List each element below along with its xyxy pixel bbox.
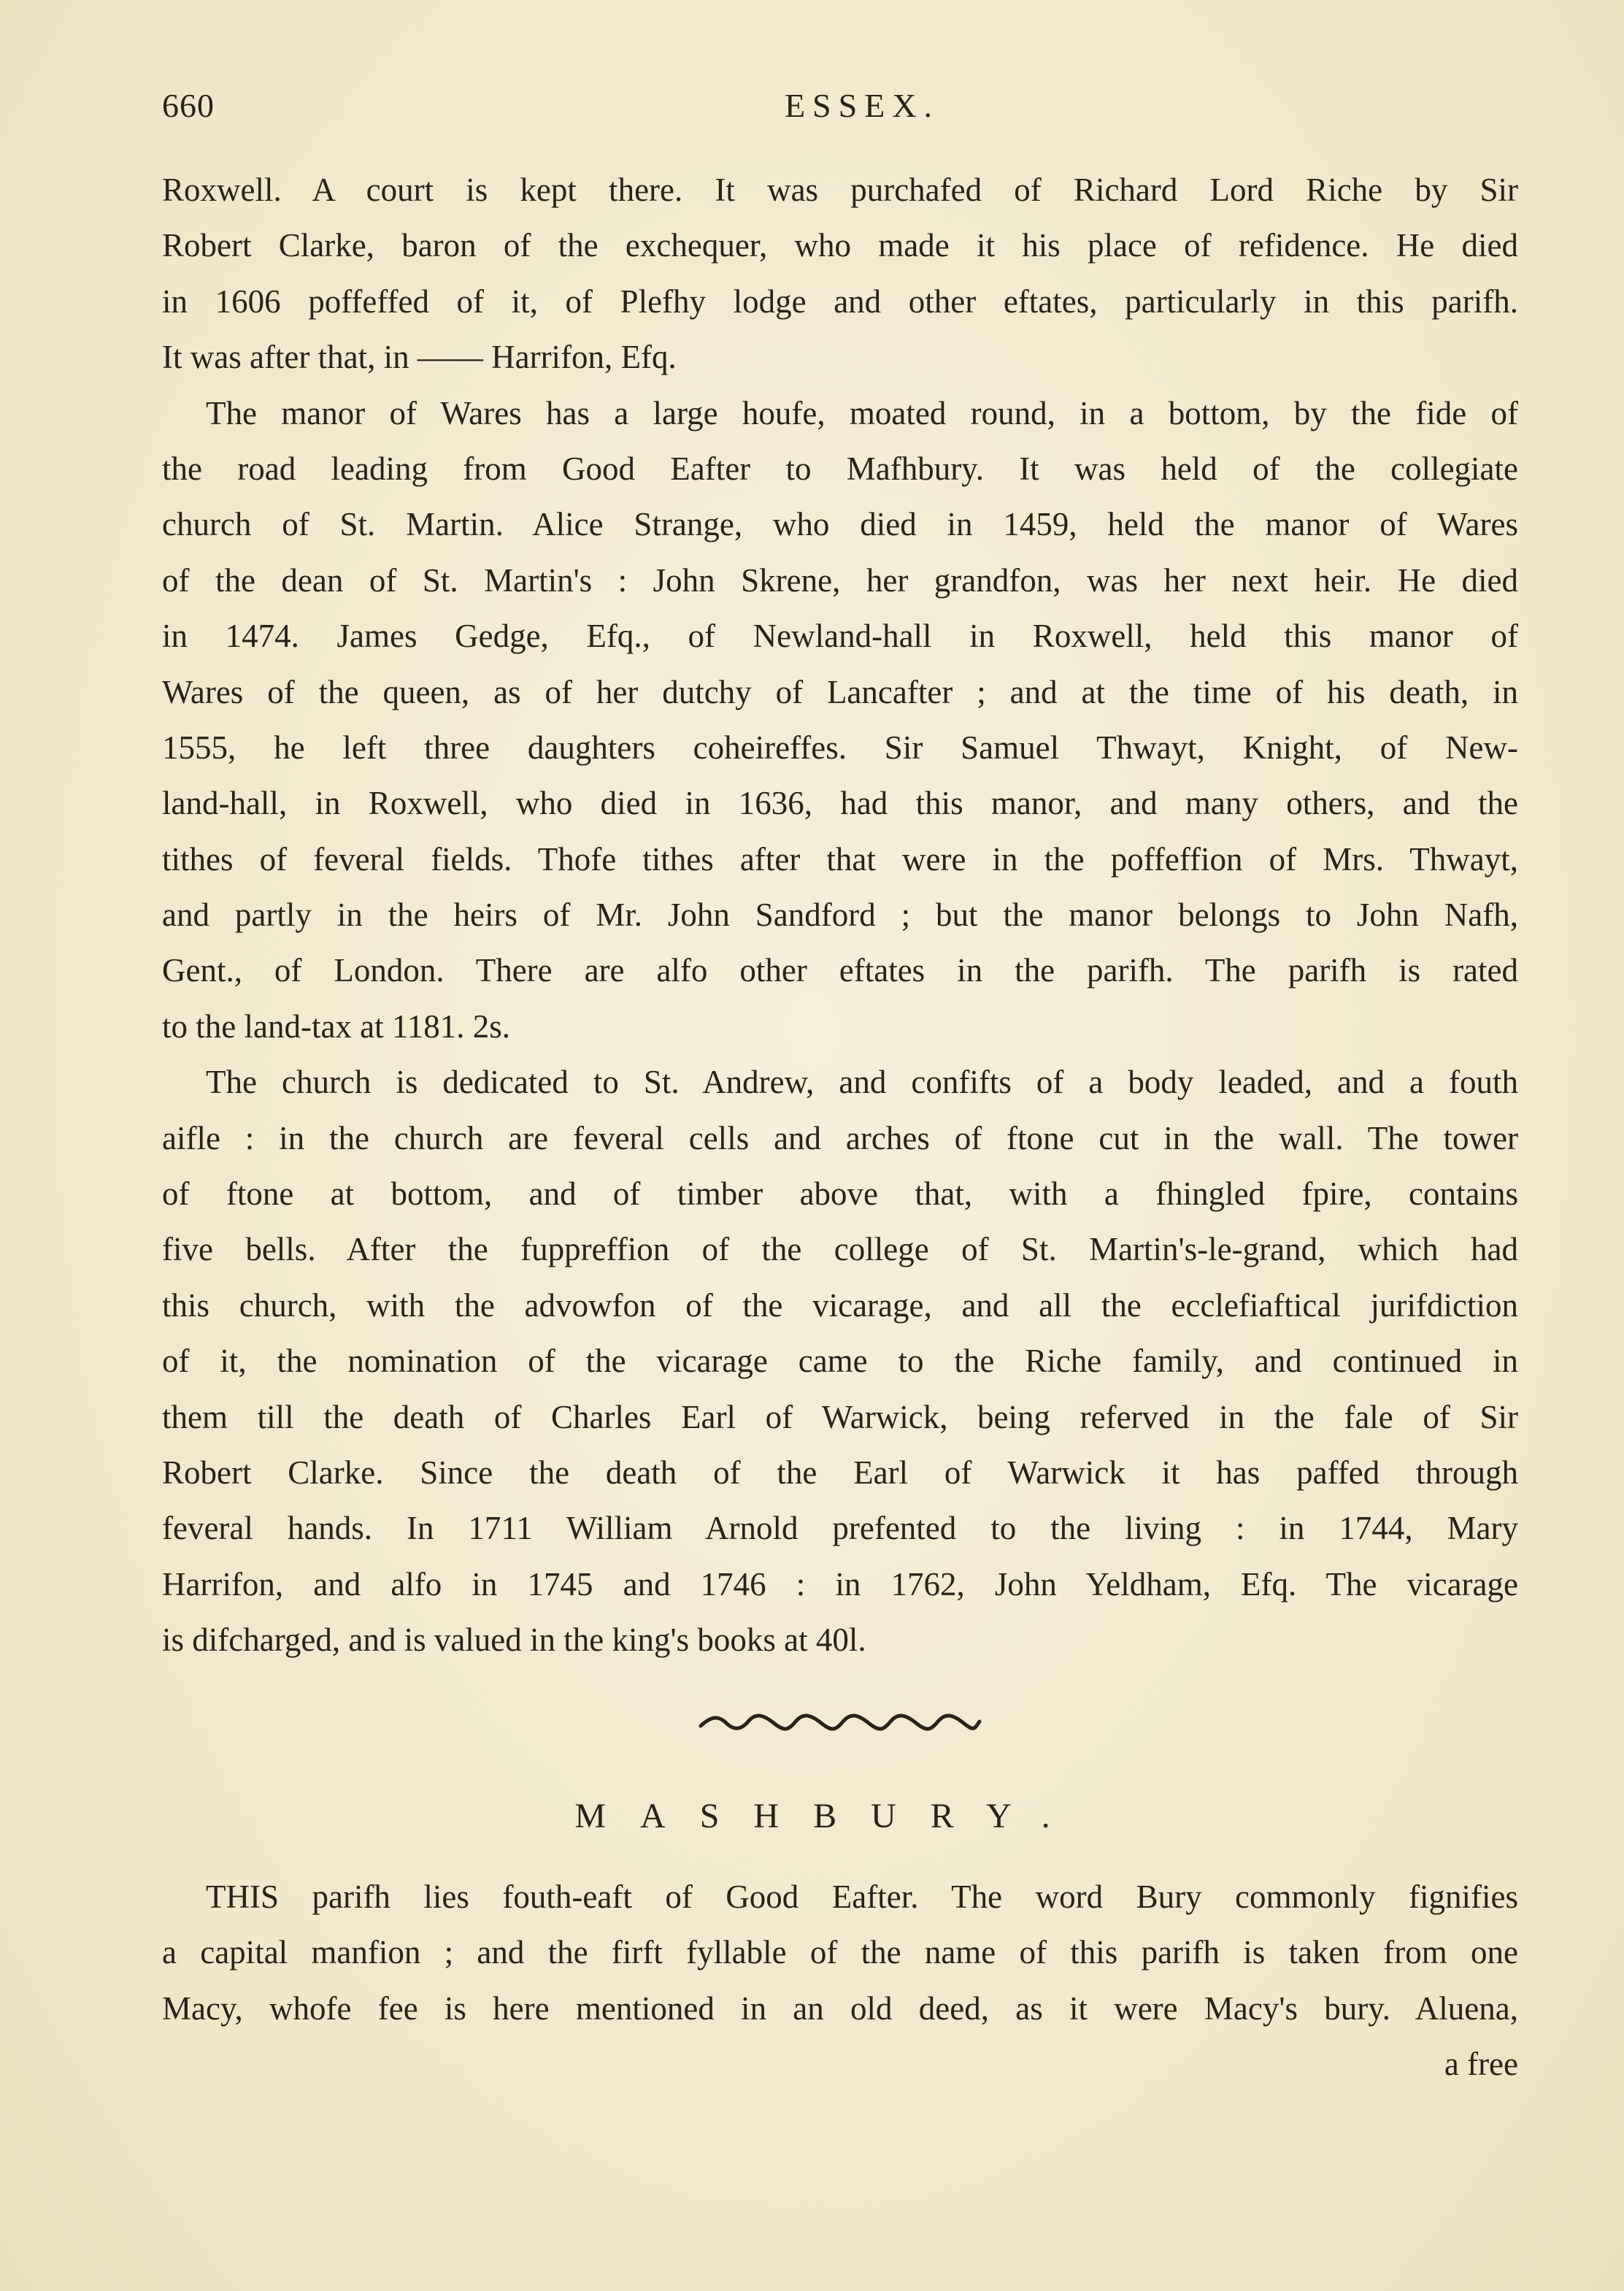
- text-line: a capital manfion ; and the firft fyllable of the name of this parifh is taken from one: [162, 1934, 1518, 1971]
- text-line: of ftone at bottom, and of timber above that, with a fhingled fpire, contains: [162, 1175, 1518, 1213]
- text-line: Gent., of London. There are alfo other eftates in the parifh. The parifh is rated: [162, 952, 1518, 989]
- text-line: the road leading from Good Eafter to Mafhbury. It was held of the collegiate: [162, 450, 1518, 487]
- page-header: [162, 86, 1518, 137]
- page-number: 660: [162, 87, 215, 124]
- text-line: them till the death of Charles Earl of Warwick, being referved in the fale of Sir: [162, 1398, 1518, 1435]
- text-line: feveral hands. In 1711 William Arnold prefented to the living : in 1744, Mary: [162, 1510, 1518, 1547]
- text-line: church of St. Martin. Alice Strange, who died in 1459, held the manor of Wares: [162, 506, 1518, 543]
- catchword-line: a free: [1444, 2046, 1518, 2083]
- text-line: is difcharged, and is valued in the king's books at 40l.: [162, 1622, 866, 1659]
- body-text: [162, 162, 1518, 1668]
- section-title: MASHBURY.: [574, 1797, 1085, 1835]
- text-line: aifle : in the church are feveral cells and arches of ftone cut in the wall. The tower: [162, 1119, 1518, 1156]
- text-line: Roxwell. A court is kept there. It was purchafed of Richard Lord Riche by Sir: [162, 172, 1518, 208]
- paragraph-start-line: The manor of Wares has a large houfe, moated round, in a bottom, by the fide of: [206, 394, 1518, 431]
- text-line: Wares of the queen, as of her dutchy of Lancafter ; and at the time of his death, in: [162, 673, 1518, 710]
- text-line: 1555, he left three daughters coheireffes. Sir Samuel Thwayt, Knight, of New-: [162, 729, 1518, 766]
- paragraph-start-line: The church is dedicated to St. Andrew, and confifts of a body leaded, and a fouth: [206, 1064, 1518, 1101]
- text-line: Harrifon, and alfo in 1745 and 1746 : in 1762, John Yeldham, Efq. The vicarage: [162, 1565, 1518, 1603]
- text-line: land-hall, in Roxwell, who died in 1636, had this manor, and many others, and the: [162, 785, 1518, 822]
- running-title: ESSEX.: [784, 87, 940, 124]
- paragraph-start-line: THIS parifh lies fouth-eaft of Good Eafter. The word Bury commonly fignifies: [206, 1879, 1518, 1915]
- text-line: five bells. After the fuppreffion of the college of St. Martin's-le-grand, which had: [162, 1231, 1518, 1268]
- section-body-text: [162, 1869, 1518, 2092]
- text-line: Robert Clarke. Since the death of the Earl of Warwick it has paffed through: [162, 1454, 1518, 1491]
- text-line: tithes of feveral fields. Thofe tithes after that were in the poffeffion of Mrs. Thwayt,: [162, 840, 1518, 878]
- text-line: in 1606 poffeffed of it, of Plefhy lodge and other eftates, particularly in this parifh.: [162, 283, 1518, 320]
- text-line: It was after that, in —— Harrifon, Efq.: [162, 339, 677, 376]
- text-line: and partly in the heirs of Mr. John Sandford ; but the manor belongs to John Nafh,: [162, 897, 1518, 934]
- text-line: in 1474. James Gedge, Efq., of Newland-hall in Roxwell, held this manor of: [162, 618, 1518, 655]
- section-divider-ornament: [693, 1708, 985, 1738]
- text-line: to the land-tax at 1181. 2s.: [162, 1008, 510, 1045]
- text-line: of it, the nomination of the vicarage came to the Riche family, and continued in: [162, 1343, 1518, 1380]
- text-line: Macy, whofe fee is here mentioned in an old deed, as it were Macy's bury. Aluena,: [162, 1989, 1518, 2027]
- text-line: this church, with the advowfon of the vicarage, and all the ecclefiaftical jurifdiction: [162, 1286, 1518, 1324]
- text-line: Robert Clarke, baron of the exchequer, who made it his place of refidence. He died: [162, 227, 1518, 264]
- text-line: of the dean of St. Martin's : John Skrene, her grandfon, was her next heir. He died: [162, 561, 1518, 599]
